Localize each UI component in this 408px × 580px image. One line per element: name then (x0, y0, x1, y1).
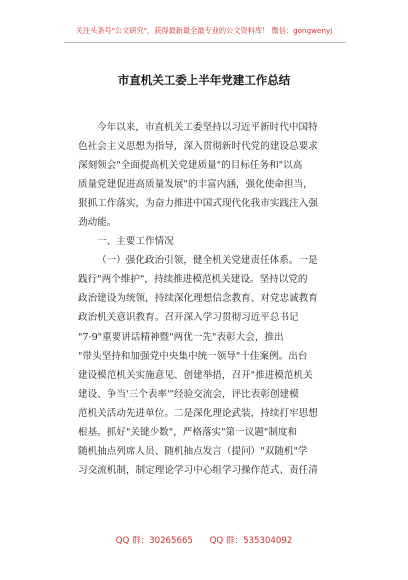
header-promo-text: 关注头条号"公文研究"，获得最新最全最专业的公文资料库！ 微信：gongwenyj (75, 26, 333, 35)
document-title: 市直机关工委上半年党建工作总结 (117, 73, 291, 87)
paragraph-line: 深刻领会"全面提高机关党建质量"的目标任务和"以高 (78, 160, 303, 172)
paragraph-line: 建设模范机关实施意见、创建举措，召开"推进模范机关 (78, 369, 313, 381)
paragraph-line: 质量党建促进高质量发展"的丰富内涵，强化使命担当， (78, 179, 313, 191)
footer-qq-group-2: QQ 群：535304092 (209, 536, 293, 546)
paragraph-line: 狠抓工作落实，为奋力推进中国式现代化我市实践注入强 (78, 198, 318, 210)
paragraph-line: 践行"两个维护"，持续推进模范机关建设。坚持以党的 (78, 274, 308, 286)
paragraph-line: 建设、争当'三个表率'"经验交流会，评比表彰创建模 (78, 388, 299, 400)
paragraph-line: 根基。抓好"关键少数"，严格落实"第一议题"制度和 (78, 426, 298, 438)
footer-contact (0, 534, 408, 546)
paragraph-line: 劲动能。 (78, 217, 117, 229)
paragraph-line: "带头坚持和加强党中央集中统一领导"十佳案例。出台 (78, 350, 308, 362)
paragraph-line: 习交流机制，制定理论学习中心组学习操作范式、责任清 (78, 464, 318, 476)
paragraph-line: "7·9"重要讲话精神暨"两优一先"表彰大会，推出 (78, 331, 284, 343)
paragraph-line: 色社会主义思想为指导，深入贯彻新时代党的建设总要求 (78, 141, 318, 153)
section-heading: 一、主要工作情况 (97, 236, 174, 248)
paragraph-line: 政治建设为统领，持续深化理想信念教育、对党忠诚教育 (78, 293, 318, 305)
paragraph-line: 今年以来，市直机关工委坚持以习近平新时代中国特 (97, 122, 318, 133)
paragraph-line: 范机关活动先进单位。二是深化理论武装，持续打牢思想 (78, 407, 318, 419)
header-divider (64, 42, 346, 43)
paragraph-line: 政治机关意识教育。召开深入学习贯彻习近平总书记 (78, 312, 299, 324)
paragraph-line: 随机抽点列席人员、随机抽点发言（提问）"双随机"学 (78, 445, 308, 457)
paragraph-line: （一）强化政治引领，健全机关党建责任体系。一是 (97, 255, 318, 267)
document-body (78, 118, 330, 480)
footer-qq-group-1: QQ 群：30265665 (115, 536, 193, 546)
